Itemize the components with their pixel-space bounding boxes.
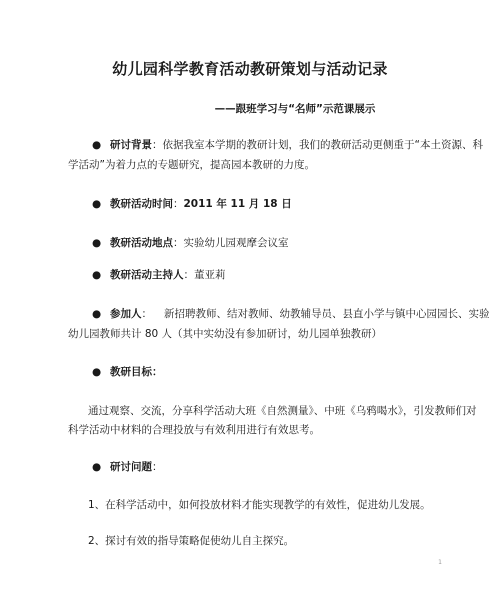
background-label: 研讨背景 (110, 139, 152, 151)
bullet-icon: ● (92, 139, 102, 151)
participants-text-2: 幼儿园教师共计 80 人（其中实幼没有参加研讨，幼儿园单独教研） (68, 328, 383, 340)
participants-text-1: 新招聘教师、结对教师、幼教辅导员、县直小学与镇中心园园长、实验 (164, 308, 490, 320)
bullet-icon: ● (92, 461, 102, 473)
goal-heading: ● 教研目标： (92, 364, 472, 381)
participants-line-1: ● 参加人： 新招聘教师、结对教师、幼教辅导员、县直小学与镇中心园园长、实验 (92, 306, 472, 323)
host-line: ● 教研活动主持人：董亚莉 (92, 267, 472, 284)
participants-line-2 (68, 326, 448, 343)
place-label: 教研活动地点 (110, 237, 173, 249)
bullet-icon: ● (92, 237, 102, 249)
page-title: 幼儿园科学教育活动教研策划与活动记录 (112, 60, 388, 78)
bullet-icon: ● (92, 366, 102, 378)
page-subtitle: ——跟班学习与“名师”示范课展示 (214, 103, 376, 115)
time-line: ● 教研活动时间：2011 年 11 月 18 日 (92, 196, 472, 213)
background-line-2 (68, 157, 448, 174)
questions-label: 研讨问题 (110, 461, 152, 473)
questions-heading: ● 研讨问题： (92, 459, 472, 476)
goal-line-1 (88, 403, 477, 420)
question-1: 1、在科学活动中，如何投放材料才能实现教学的有效性，促进幼儿发展。 (88, 499, 431, 511)
place-line: ● 教研活动地点：实验幼儿园观摩会议室 (92, 235, 472, 252)
goal-text-1: 通过观察、交流，分享科学活动大班《自然测量》、中班《乌鸦喝水》，引发教师们对 (88, 405, 477, 417)
time-label: 教研活动时间 (110, 198, 173, 210)
host-label: 教研活动主持人 (110, 269, 184, 281)
host-value: 董亚莉 (194, 269, 226, 281)
page-number: 1 (438, 559, 442, 566)
goal-text-2: 科学活动中材料的合理投放与有效利用进行有效思考。 (68, 424, 320, 436)
place-value: 实验幼儿园观摩会议室 (183, 237, 289, 249)
time-value: 2011 年 11 月 18 日 (183, 198, 292, 210)
goal-line-2 (68, 422, 448, 439)
participants-label: 参加人 (110, 308, 142, 320)
background-text-1: 依据我室本学期的教研计划，我们的教研活动更侧重于“本土资源、科 (162, 139, 483, 151)
bullet-icon: ● (92, 308, 102, 320)
background-text-2: 学活动”为着力点的专题研究，提高园本教研的力度。 (68, 159, 315, 171)
bullet-icon: ● (92, 198, 102, 210)
background-line-1: ● 研讨背景：依据我室本学期的教研计划，我们的教研活动更侧重于“本土资源、科 (92, 137, 472, 154)
bullet-icon: ● (92, 269, 102, 281)
goal-label: 教研目标 (110, 366, 152, 378)
question-2: 2、探讨有效的指导策略促使幼儿自主探究。 (88, 535, 295, 547)
